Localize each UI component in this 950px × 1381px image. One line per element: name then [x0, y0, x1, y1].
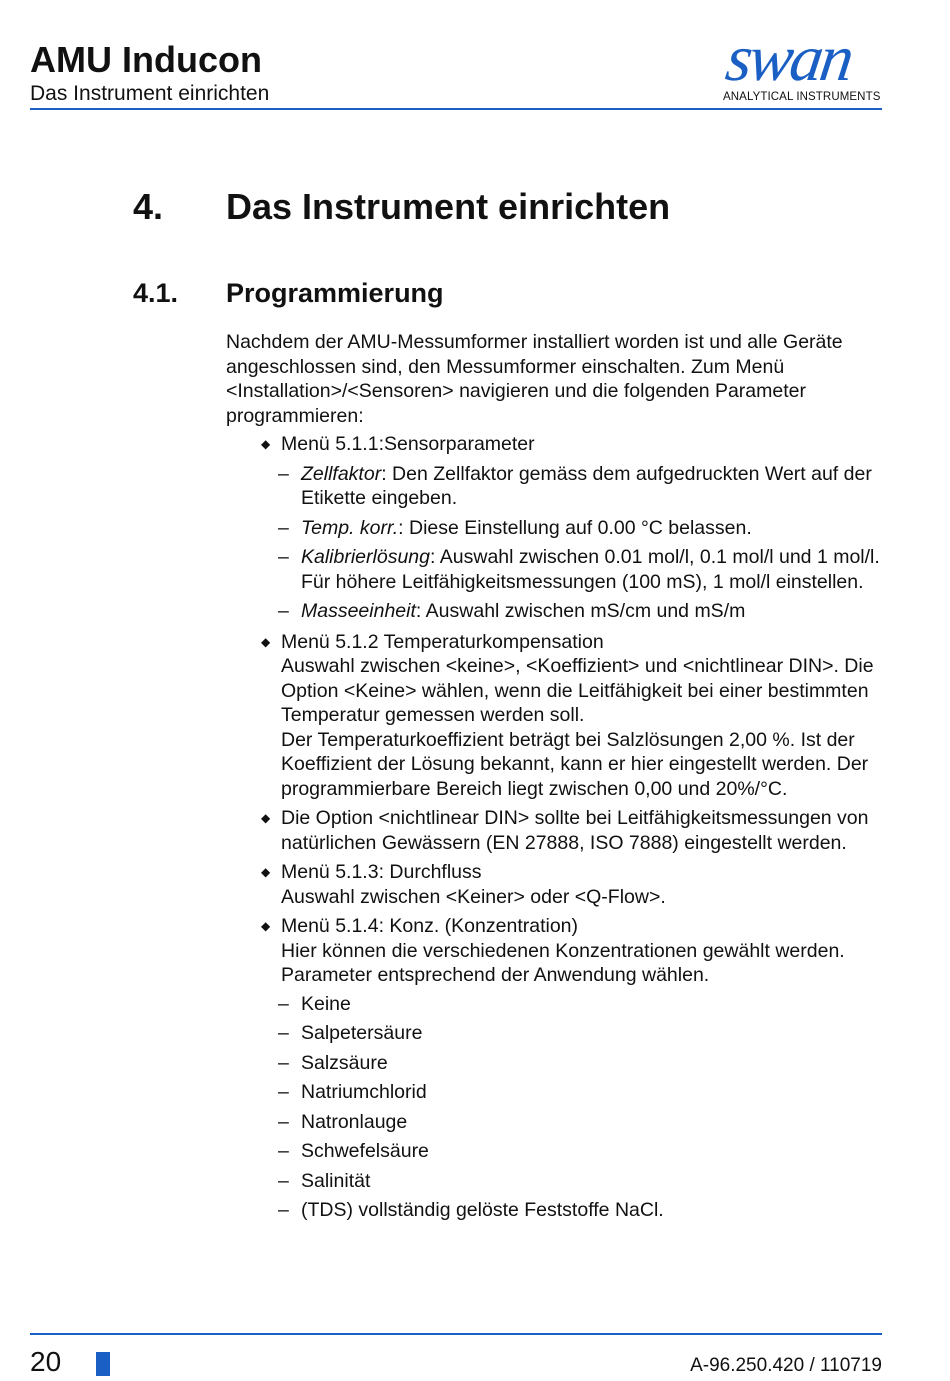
dash-marker: –: [278, 1169, 289, 1192]
bullet-diamond-icon: ◆: [261, 865, 271, 879]
bullet-concentration: [226, 914, 886, 988]
bullet-diamond-icon: ◆: [261, 811, 271, 825]
bullet-temperature-compensation: [226, 630, 886, 802]
bullet-nonlinear-din: [226, 806, 886, 855]
document-title: AMU Inducon: [30, 39, 262, 80]
bullet-paragraph: Die Option <nichtlinear DIN> sollte bei Leitfähigkeitsmessungen von natürlichen Gewässern (EN 27888, ISO 7888) eingestellt werden.: [281, 807, 869, 854]
dash-marker: –: [278, 1199, 289, 1221]
section-title: Programmierung: [226, 278, 444, 308]
dash-marker: –: [278, 516, 289, 539]
header-rule: [30, 108, 882, 110]
dash-marker: –: [278, 1022, 289, 1044]
bullet-sensor-parameters: [226, 432, 886, 457]
section-number: 4.1.: [133, 278, 179, 308]
concentration-option: [226, 992, 886, 1017]
parameter-term: Temp. korr.: [301, 516, 399, 539]
dash-marker: –: [278, 1081, 289, 1103]
concentration-option: [226, 1139, 886, 1164]
option-label: Salinität: [301, 1169, 371, 1192]
option-label: Keine: [301, 992, 351, 1015]
footer-rule: [30, 1333, 882, 1335]
sensor-parameter-item: [226, 599, 886, 624]
parameter-description: : Auswahl zwischen 0.01 mol/l, 0.1 mol/l und 1 mol/l. Für höhere Leitfähigkeitsmessungen (100 mS), 1 mol/l einstellen.: [301, 546, 880, 593]
bullet-heading: Menü 5.1.1:Sensorparameter: [281, 433, 535, 455]
parameter-description: : Den Zellfaktor gemäss dem aufgedruckten Wert auf der Etikette eingeben.: [301, 462, 872, 509]
dash-marker: –: [278, 1110, 289, 1133]
bullet-diamond-icon: ◆: [261, 919, 271, 933]
sensor-parameter-item: [226, 545, 886, 594]
concentration-option: [226, 1169, 886, 1194]
bullet-paragraph: Auswahl zwischen <Keiner> oder <Q-Flow>.: [281, 885, 666, 908]
option-label: (TDS) vollständig gelöste Feststoffe NaCl.: [301, 1199, 664, 1221]
concentration-option: [226, 1110, 886, 1135]
bullet-heading: Menü 5.1.2 Temperaturkompensation: [281, 630, 604, 653]
intro-paragraph: Nachdem der AMU-Messumformer installiert worden ist und alle Geräte angeschlossen sind, den Messumformer einschalten. Zum Menü <Installation>/<Sensoren> navigieren und die folgenden Parameter programmieren:: [226, 331, 843, 427]
parameter-term: Masseeinheit: [301, 600, 416, 622]
parameter-term: Zellfaktor: [301, 462, 382, 485]
concentration-option: [226, 1198, 886, 1223]
option-label: Schwefelsäure: [301, 1140, 429, 1162]
document-subtitle: Das Instrument einrichten: [30, 82, 270, 105]
bullet-paragraph: Hier können die verschiedenen Konzentrationen gewählt werden. Parameter entsprechend der Anwendung wählen.: [281, 939, 845, 986]
logo-wordmark: swan: [721, 22, 856, 95]
dash-marker: –: [278, 546, 289, 568]
bullet-flow: [226, 860, 886, 909]
concentration-option: [226, 1021, 886, 1046]
bullet-paragraph: Auswahl zwischen <keine>, <Koeffizient> und <nichtlinear DIN>. Die Option <Keine> wählen, wenn die Leitfähigkeit bei einer bestimmten Temperatur gemessen werden soll.: [281, 655, 874, 726]
option-label: Salpetersäure: [301, 1022, 423, 1044]
dash-marker: –: [278, 600, 289, 622]
option-label: Natriumchlorid: [301, 1081, 427, 1103]
page-number: 20: [30, 1346, 62, 1377]
dash-marker: –: [278, 462, 289, 485]
bullet-paragraph: Der Temperaturkoeffizient beträgt bei Salzlösungen 2,00 %. Ist der Koeffizient der Lösung bekannt, kann er hier eingestellt werden. Der programmierbare Bereich liegt zwischen 0,00 und 20%/°C.: [281, 728, 869, 800]
chapter-number: 4.: [133, 186, 164, 227]
page-marker: [96, 1352, 110, 1376]
dash-marker: –: [278, 992, 289, 1015]
document-number: A-96.250.420 / 110719: [690, 1355, 882, 1376]
logo-tagline: ANALYTICAL INSTRUMENTS: [723, 91, 881, 103]
parameter-description: : Auswahl zwischen mS/cm und mS/m: [415, 600, 746, 622]
parameter-term: Kalibrierlösung: [301, 546, 430, 568]
concentration-option: [226, 1051, 886, 1076]
bullet-heading: Menü 5.1.3: Durchfluss: [281, 861, 482, 883]
bullet-heading: Menü 5.1.4: Konz. (Konzentration): [281, 915, 579, 937]
bullet-diamond-icon: ◆: [261, 634, 271, 649]
swan-logo: [720, 22, 885, 104]
bullet-diamond-icon: ◆: [261, 437, 271, 451]
option-label: Natronlauge: [301, 1110, 408, 1133]
body-text: [226, 330, 886, 1223]
dash-marker: –: [278, 1140, 289, 1162]
sensor-parameter-item: [226, 462, 886, 511]
parameter-description: : Diese Einstellung auf 0.00 °C belassen.: [398, 516, 752, 539]
concentration-option: [226, 1080, 886, 1105]
dash-marker: –: [278, 1051, 289, 1074]
chapter-title: Das Instrument einrichten: [226, 186, 671, 227]
sensor-parameter-item: [226, 516, 886, 541]
option-label: Salzsäure: [301, 1051, 388, 1074]
